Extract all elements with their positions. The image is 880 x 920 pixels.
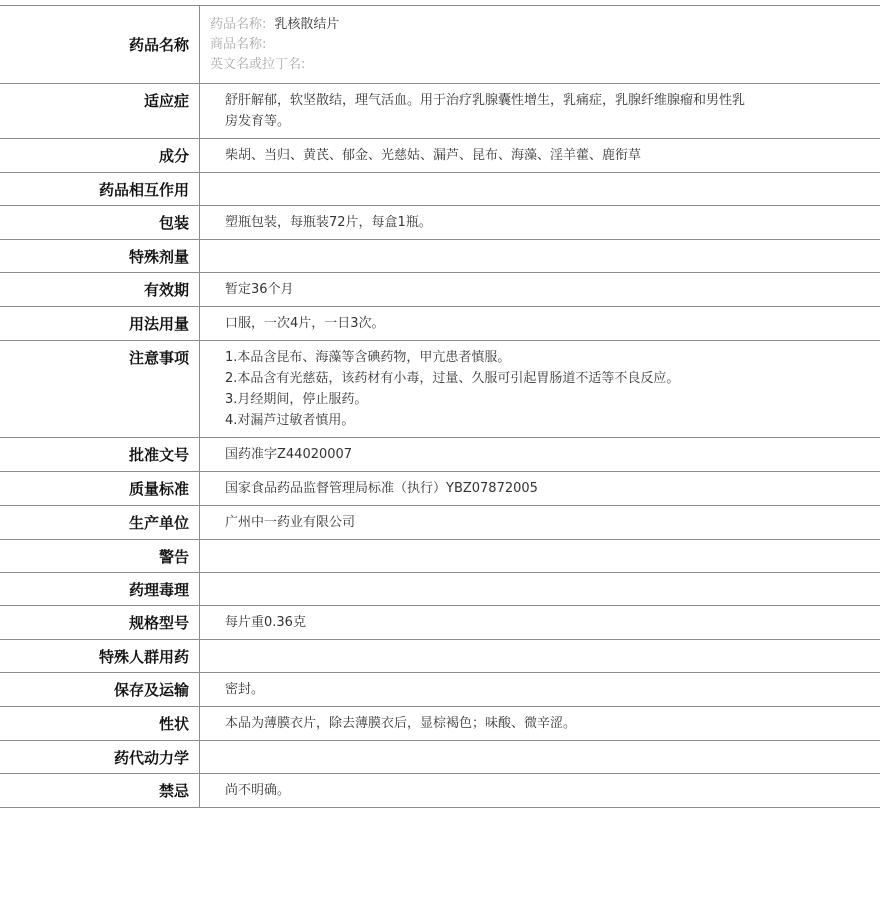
spec-row-value-line: 4.对漏芦过敏者慎用。 <box>225 413 355 428</box>
spec-row-label: 包装 <box>0 206 200 239</box>
spec-row-label: 质量标准 <box>0 472 200 505</box>
spec-row-label: 有效期 <box>0 273 200 306</box>
generic-name-value: 乳核散结片 <box>274 17 340 32</box>
drug-name-label: 药品名称 <box>0 6 200 83</box>
english-name-key: 英文名或拉丁名: <box>210 57 306 72</box>
drug-spec-table <box>0 5 880 808</box>
spec-rows <box>0 84 880 808</box>
spec-row <box>0 606 880 640</box>
spec-row-value <box>200 273 880 306</box>
spec-row-value-line: 柴胡、当归、黄芪、郁金、光慈姑、漏芦、昆布、海藻、淫羊藿、鹿衔草 <box>225 148 642 163</box>
spec-row-value <box>200 472 880 505</box>
spec-row-label: 成分 <box>0 139 200 172</box>
spec-row-label: 规格型号 <box>0 606 200 639</box>
spec-row <box>0 84 880 139</box>
spec-row-value <box>200 206 880 239</box>
spec-row-label: 性状 <box>0 707 200 740</box>
spec-row-value <box>200 341 880 437</box>
spec-row-value-line: 1.本品含昆布、海藻等含碘药物，甲亢患者慎服。 <box>225 350 511 365</box>
spec-row-value <box>200 606 880 639</box>
spec-row-value-line: 尚不明确。 <box>225 783 291 798</box>
trade-name-field <box>210 35 870 55</box>
spec-row-value <box>200 506 880 539</box>
spec-row <box>0 341 880 438</box>
drug-name-fields <box>200 6 880 83</box>
spec-row-value <box>200 240 880 272</box>
spec-row-value-line: 3.月经期间，停止服药。 <box>225 392 368 407</box>
spec-row-label: 保存及运输 <box>0 673 200 706</box>
spec-row-label: 特殊剂量 <box>0 240 200 272</box>
spec-row <box>0 206 880 240</box>
spec-row-value-line: 国家食品药品监督管理局标准（执行）YBZ07872005 <box>225 481 538 496</box>
spec-row <box>0 673 880 707</box>
spec-row <box>0 273 880 307</box>
spec-row-value <box>200 84 880 138</box>
spec-row <box>0 540 880 573</box>
spec-row-value-line: 口服，一次4片，一日3次。 <box>225 316 385 331</box>
spec-row-value-line: 密封。 <box>225 682 265 697</box>
spec-row-value <box>200 774 880 807</box>
generic-name-key: 药品名称: <box>210 17 267 32</box>
generic-name-field <box>210 15 870 35</box>
spec-row-value-line: 国药准字Z44020007 <box>225 447 353 462</box>
spec-row-label: 适应症 <box>0 84 200 138</box>
spec-row <box>0 139 880 173</box>
spec-row-label: 药理毒理 <box>0 573 200 605</box>
spec-row-value-line: 广州中一药业有限公司 <box>225 515 356 530</box>
spec-row <box>0 438 880 472</box>
spec-row-value <box>200 139 880 172</box>
spec-row <box>0 640 880 673</box>
spec-row-label: 警告 <box>0 540 200 572</box>
spec-row-value <box>200 540 880 572</box>
spec-row-label: 注意事项 <box>0 341 200 437</box>
spec-row <box>0 774 880 808</box>
spec-row-value <box>200 173 880 205</box>
spec-row-label: 批准文号 <box>0 438 200 471</box>
spec-row-value-line: 塑瓶包装，每瓶装72片，每盒1瓶。 <box>225 215 432 230</box>
spec-row-value-line: 暂定36个月 <box>225 282 294 297</box>
spec-row <box>0 741 880 774</box>
spec-row-value-line: 舒肝解郁，软坚散结，理气活血。用于治疗乳腺囊性增生，乳痛症，乳腺纤维腺瘤和男性乳 <box>225 93 746 108</box>
spec-row-label: 药代动力学 <box>0 741 200 773</box>
spec-row-label: 禁忌 <box>0 774 200 807</box>
spec-row <box>0 240 880 273</box>
spec-row-value <box>200 640 880 672</box>
spec-row <box>0 472 880 506</box>
spec-row-value <box>200 707 880 740</box>
spec-row <box>0 573 880 606</box>
english-name-field <box>210 55 870 75</box>
spec-row <box>0 307 880 341</box>
drug-name-row <box>0 6 880 84</box>
spec-row-value-line: 每片重0.36克 <box>225 615 306 630</box>
spec-row-value <box>200 307 880 340</box>
spec-row <box>0 173 880 206</box>
spec-row <box>0 707 880 741</box>
spec-row-value <box>200 741 880 773</box>
spec-row-label: 用法用量 <box>0 307 200 340</box>
spec-row-value <box>200 438 880 471</box>
spec-row-label: 生产单位 <box>0 506 200 539</box>
spec-row-label: 特殊人群用药 <box>0 640 200 672</box>
spec-row-value <box>200 673 880 706</box>
spec-row-value-line: 本品为薄膜衣片，除去薄膜衣后，显棕褐色；味酸、微辛涩。 <box>225 716 577 731</box>
trade-name-key: 商品名称: <box>210 37 267 52</box>
spec-row-label: 药品相互作用 <box>0 173 200 205</box>
spec-row <box>0 506 880 540</box>
spec-row-value-line: 房发育等。 <box>225 114 291 129</box>
spec-row-value-line: 2.本品含有光慈菇，该药材有小毒，过量、久服可引起胃肠道不适等不良反应。 <box>225 371 680 386</box>
spec-row-value <box>200 573 880 605</box>
